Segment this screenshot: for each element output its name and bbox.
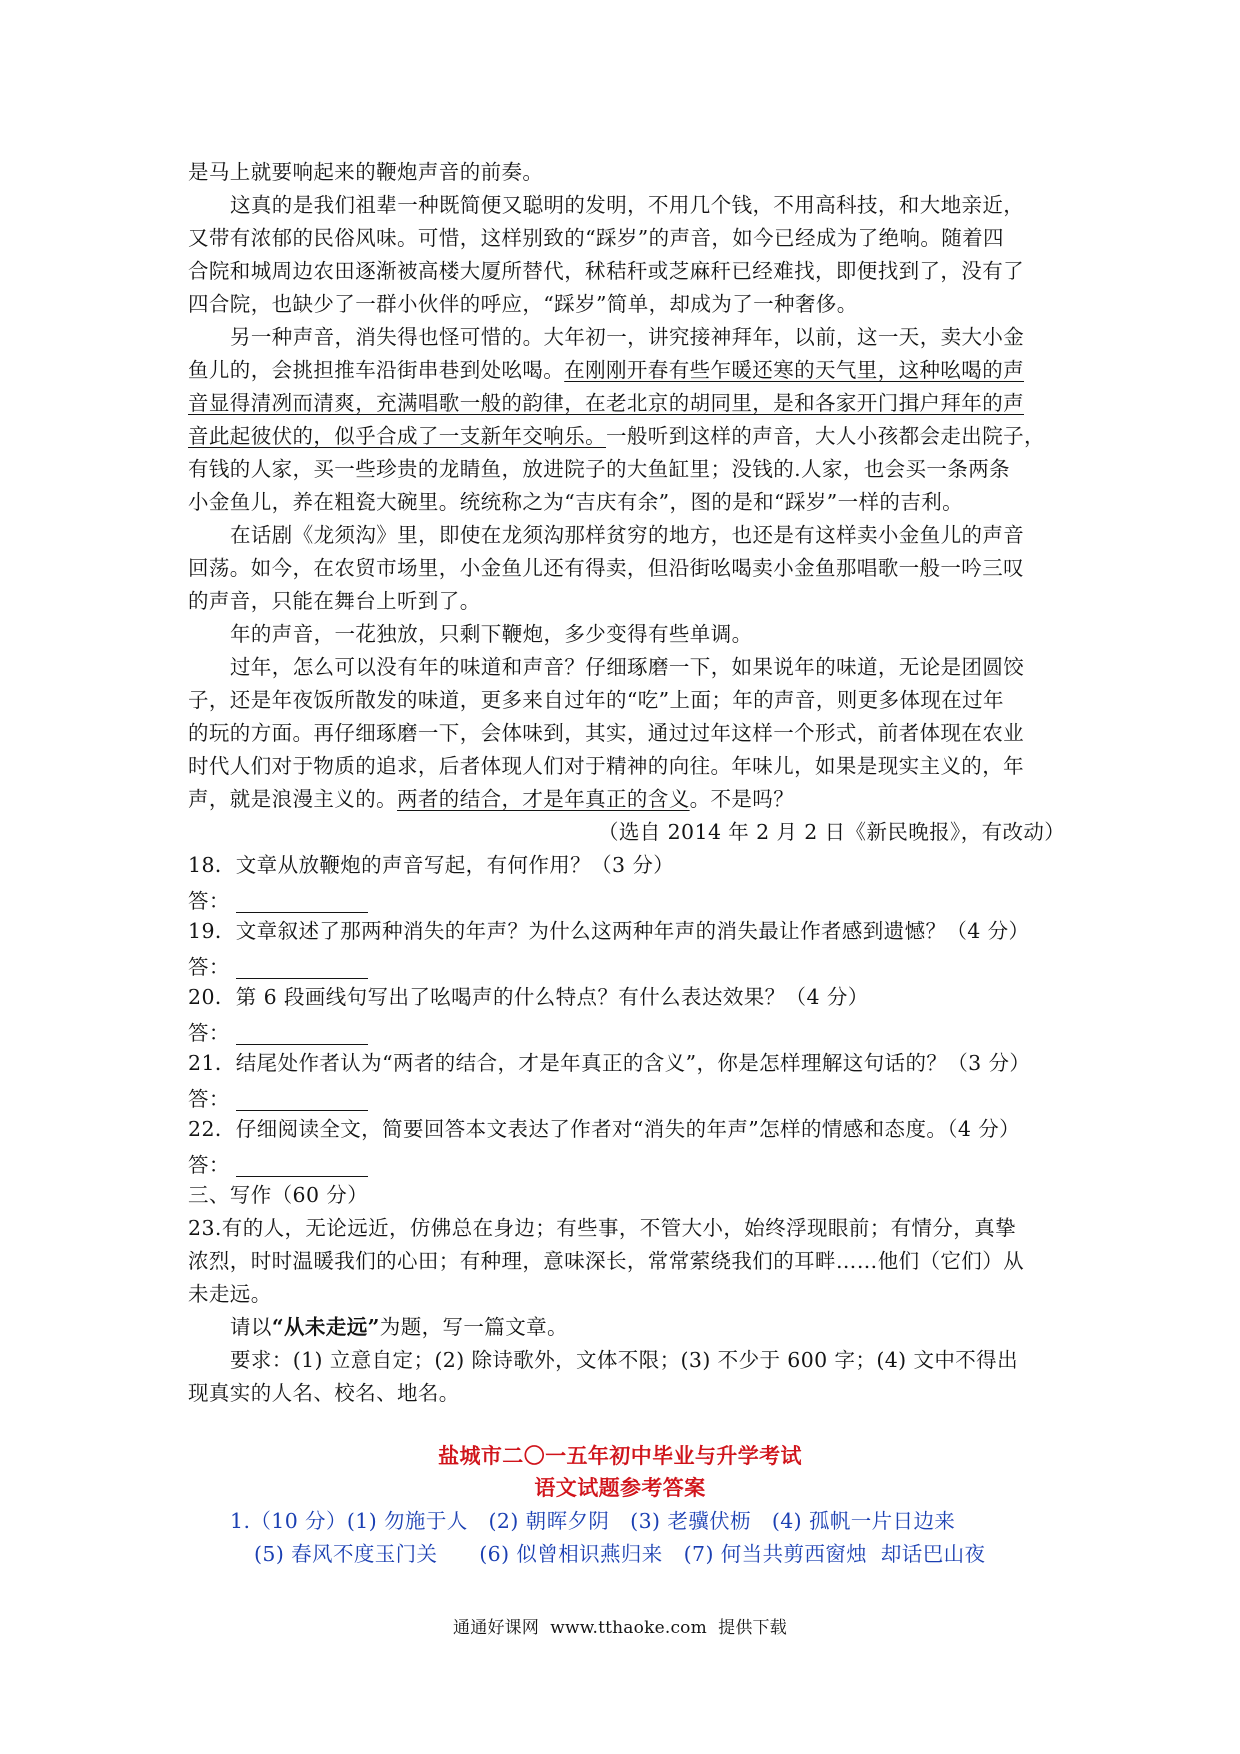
- paragraph-line: 又带有浓郁的民俗风味。可惜，这样别致的“踩岁”的声音，如今已经成为了绝响。随着四: [188, 226, 1004, 250]
- paragraph-line: 是马上就要响起来的鞭炮声音的前奏。: [188, 160, 544, 184]
- paragraph-line: 小金鱼儿，养在粗瓷大碗里。统统称之为“吉庆有余”，图的是和“踩岁”一样的吉利。: [188, 490, 964, 514]
- answer-label: 答：: [188, 889, 230, 913]
- paragraph-line: 另一种声音，消失得也怪可惜的。大年初一，讲究接神拜年，以前，这一天，卖大小金: [230, 325, 1025, 349]
- plain-text: 为题，写一篇文章。: [379, 1315, 568, 1339]
- underlined-sentence: 两者的结合，才是年真正的含义: [397, 787, 690, 811]
- answer-line: [188, 1152, 368, 1177]
- answer-line: [188, 954, 368, 979]
- paragraph-line: 年的声音，一花独放，只剩下鞭炮，多少变得有些单调。: [230, 622, 753, 646]
- writing-prompt-line: 未走远。: [188, 1282, 272, 1306]
- answer-blank[interactable]: [236, 954, 368, 979]
- answer-key-line: 1.（10 分）(1) 勿施于人 (2) 朝晖夕阴 (3) 老骥伏枥 (4) 孤帆一片日边来: [230, 1509, 956, 1533]
- paragraph-line: 四合院，也缺少了一群小伙伴的呼应，“踩岁”简单，却成为了一种奢侈。: [188, 292, 858, 316]
- answer-label: 答：: [188, 955, 230, 979]
- answer-label: 答：: [188, 1087, 230, 1111]
- plain-text: 。不是吗？: [689, 787, 795, 811]
- answer-blank[interactable]: [236, 888, 368, 913]
- source-citation: （选自 2014 年 2 月 2 日《新民晚报》，有改动）: [598, 820, 1066, 844]
- answer-line: [188, 888, 368, 913]
- paragraph-line: 在话剧《龙须沟》里，即使在龙须沟那样贫穷的地方，也还是有这样卖小金鱼儿的声音: [230, 523, 1025, 547]
- paragraph-line: 过年，怎么可以没有年的味道和声音？仔细琢磨一下，如果说年的味道，无论是团圆饺: [230, 655, 1025, 679]
- question-21: 21．结尾处作者认为“两者的结合，才是年真正的含义”，你是怎样理解这句话的？（3 分）: [188, 1051, 1031, 1075]
- plain-text: 声，就是浪漫主义的。: [188, 787, 397, 811]
- page-footer: 通通好课网 www.tthaoke.com 提供下载: [453, 1618, 787, 1638]
- answer-line: [188, 1020, 368, 1045]
- paragraph-line: 合院和城周边农田逐渐被高楼大厦所替代，秫秸秆或芝麻秆已经难找，即便找到了，没有了: [188, 259, 1024, 283]
- paragraph-line: 这真的是我们祖辈一种既简便又聪明的发明，不用几个钱，不用高科技，和大地亲近，: [230, 193, 1025, 217]
- writing-prompt-line: 23.有的人，无论远近，仿佛总在身边；有些事，不管大小，始终浮现眼前；有情分，真挚: [188, 1216, 1016, 1240]
- question-20: 20．第 6 段画线句写出了吆喝声的什么特点？有什么表达效果？（4 分）: [188, 985, 869, 1009]
- underlined-sentence: 在刚刚开春有些乍暖还寒的天气里，这种吆喝的声: [564, 358, 1025, 382]
- paragraph-line: 子，还是年夜饭所散发的味道，更多来自过年的“吃”上面；年的声音，则更多体现在过年: [188, 688, 1004, 712]
- plain-text: 鱼儿的，会挑担推车沿街串巷到处吆喝。: [188, 358, 565, 382]
- answer-blank[interactable]: [236, 1152, 368, 1177]
- plain-text: 请以: [230, 1315, 272, 1339]
- paragraph-line: 有钱的人家，买一些珍贵的龙睛鱼，放进院子的大鱼缸里；没钱的.人家，也会买一条两条: [188, 457, 1011, 481]
- writing-title-line: [230, 1317, 568, 1338]
- essay-title: “从未走远”: [271, 1315, 380, 1339]
- writing-requirement-line: 现真实的人名、校名、地名。: [188, 1381, 460, 1405]
- answer-blank[interactable]: [236, 1020, 368, 1045]
- answer-label: 答：: [188, 1153, 230, 1177]
- section-heading: 三、写作（60 分）: [188, 1183, 369, 1207]
- answer-line: [188, 1086, 368, 1111]
- plain-text: 一般听到这样的声音，大人小孩都会走出院子，: [606, 424, 1045, 448]
- paragraph-line: 的声音，只能在舞台上听到了。: [188, 589, 481, 613]
- underlined-sentence: 音此起彼伏的，似乎合成了一支新年交响乐。: [188, 424, 606, 448]
- question-18: 18．文章从放鞭炮的声音写起，有何作用？（3 分）: [188, 853, 675, 877]
- writing-requirement-line: 要求：(1) 立意自定；(2) 除诗歌外，文体不限；(3) 不少于 600 字；(4) 文中不得出: [230, 1348, 1018, 1372]
- question-22: 22．仔细阅读全文，简要回答本文表达了作者对“消失的年声”怎样的情感和态度。（4 分）: [188, 1117, 1021, 1141]
- question-19: 19．文章叙述了那两种消失的年声？为什么这两种年声的消失最让作者感到遗憾？（4 分）: [188, 919, 1030, 943]
- paragraph-line: [188, 426, 1045, 447]
- answer-label: 答：: [188, 1021, 230, 1045]
- paragraph-line: 回荡。如今，在农贸市场里，小金鱼儿还有得卖，但沿街吆喝卖小金鱼那唱歌一般一吟三叹: [188, 556, 1024, 580]
- answer-blank[interactable]: [236, 1086, 368, 1111]
- paragraph-line: [188, 789, 794, 810]
- paragraph-line: 时代人们对于物质的追求，后者体现人们对于精神的向往。年味儿，如果是现实主义的，年: [188, 754, 1024, 778]
- underlined-sentence: 音显得清冽而清爽，充满唱歌一般的韵律，在老北京的胡同里，是和各家开门揖户拜年的声: [188, 391, 1024, 415]
- paragraph-line: [188, 360, 1024, 381]
- answer-key-subtitle: 语文试题参考答案: [534, 1475, 706, 1500]
- writing-prompt-line: 浓烈，时时温暖我们的心田；有种理，意味深长，常常萦绕我们的耳畔……他们（它们）从: [188, 1249, 1024, 1273]
- answer-key-line: (5) 春风不度玉门关 (6) 似曾相识燕归来 (7) 何当共剪西窗烛 却话巴山夜: [254, 1542, 986, 1566]
- answer-key-title: 盐城市二〇一五年初中毕业与升学考试: [438, 1443, 802, 1468]
- paragraph-line: 的玩的方面。再仔细琢磨一下，会体味到，其实，通过过年这样一个形式，前者体现在农业: [188, 721, 1024, 745]
